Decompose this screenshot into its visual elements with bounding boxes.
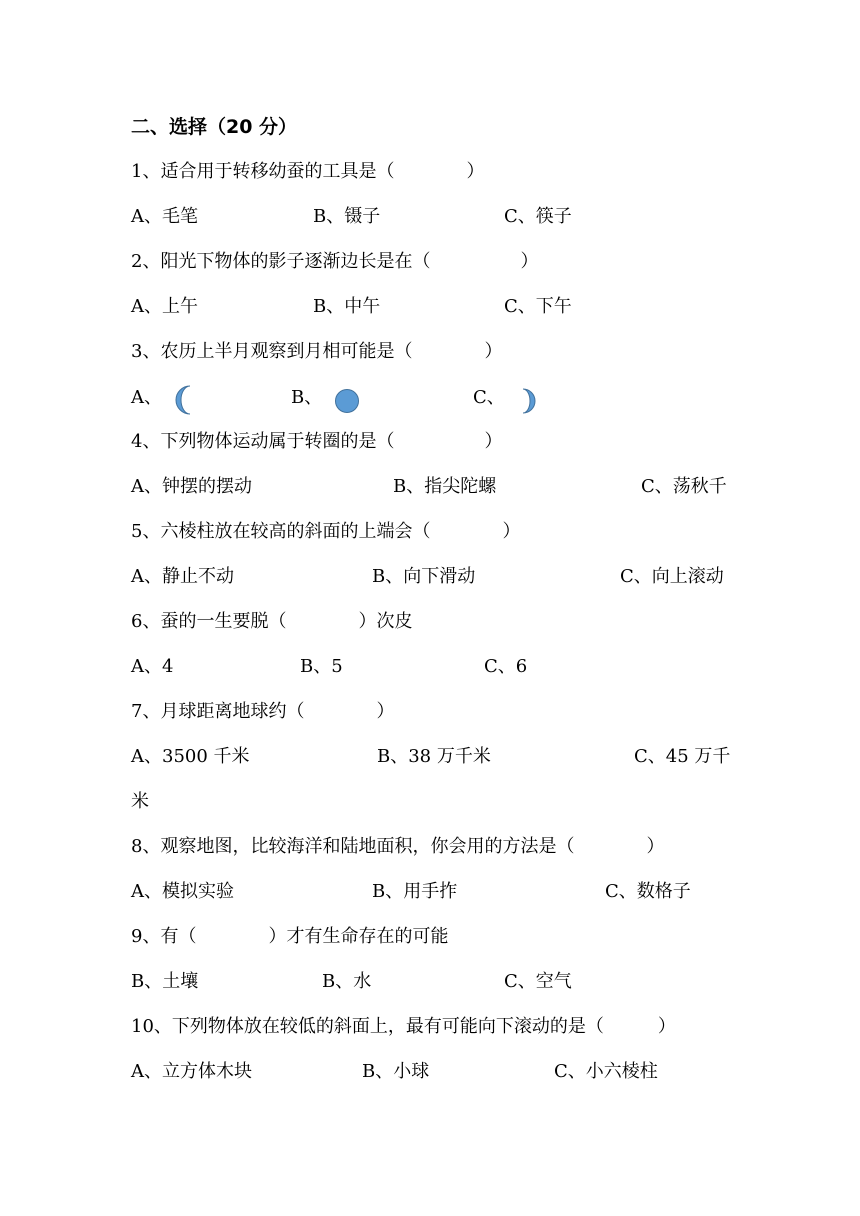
question-8: 8、观察地图，比较海洋和陆地面积，你会用的方法是（ ） (131, 836, 665, 857)
question-6: 6、蚕的一生要脱（ ）次皮 (131, 611, 413, 632)
question-9: 9、有（ ）才有生命存在的可能 (131, 926, 449, 947)
q4-option-b: B、指尖陀螺 (393, 476, 497, 497)
section-title: 二、选择（20 分） (131, 116, 298, 138)
q1-option-b: B、镊子 (313, 206, 381, 227)
q5-option-c: C、向上滚动 (620, 566, 724, 587)
q8-option-a: A、模拟实验 (131, 881, 234, 902)
q7-option-a: A、3500 千米 (131, 746, 250, 767)
q6-option-a: A、4 (131, 656, 174, 677)
q10-option-c: C、小六棱柱 (554, 1061, 658, 1082)
full-moon-shape (336, 390, 359, 413)
crescent-left-icon (174, 384, 196, 416)
q7-option-b: B、38 万千米 (377, 746, 491, 767)
q5-option-a: A、静止不动 (131, 566, 234, 587)
q10-option-b: B、小球 (362, 1061, 430, 1082)
q8-option-b: B、用手拃 (372, 881, 458, 902)
question-2: 2、阳光下物体的影子逐渐边长是在（ ） (131, 251, 539, 272)
q7-option-c-wrap: 米 (131, 791, 149, 812)
q6-option-b: B、5 (300, 656, 343, 677)
q3-option-b: B、 (291, 387, 323, 408)
q9-option-c: C、空气 (504, 971, 572, 992)
question-7: 7、月球距离地球约（ ） (131, 701, 395, 722)
q7-option-c: C、45 万千 (634, 746, 731, 767)
q1-option-a: A、毛笔 (131, 206, 198, 227)
question-4: 4、下列物体运动属于转圈的是（ ） (131, 431, 503, 452)
q9-option-b: B、水 (322, 971, 372, 992)
q10-option-a: A、立方体木块 (131, 1061, 252, 1082)
q2-option-b: B、中午 (313, 296, 381, 317)
q8-option-c: C、数格子 (605, 881, 691, 902)
crescent-right-shape (523, 389, 535, 413)
q5-option-b: B、向下滑动 (372, 566, 476, 587)
q1-option-c: C、筷子 (504, 206, 572, 227)
q6-option-c: C、6 (484, 656, 528, 677)
question-3: 3、农历上半月观察到月相可能是（ ） (131, 341, 503, 362)
question-1: 1、适合用于转移幼蚕的工具是（ ） (131, 161, 485, 182)
q4-option-c: C、荡秋千 (641, 476, 727, 497)
q4-option-a: A、钟摆的摆动 (131, 476, 252, 497)
q2-option-a: A、上午 (131, 296, 198, 317)
question-10: 10、下列物体放在较低的斜面上，最有可能向下滚动的是（ ） (131, 1016, 676, 1037)
crescent-left-shape (176, 386, 190, 414)
q3-option-a: A、 (131, 387, 162, 408)
q3-option-c: C、 (473, 387, 505, 408)
full-moon-icon (334, 388, 360, 414)
crescent-right-icon (517, 387, 539, 415)
question-5: 5、六棱柱放在较高的斜面的上端会（ ） (131, 521, 521, 542)
q9-option-a: B、土壤 (131, 971, 199, 992)
q2-option-c: C、下午 (504, 296, 572, 317)
